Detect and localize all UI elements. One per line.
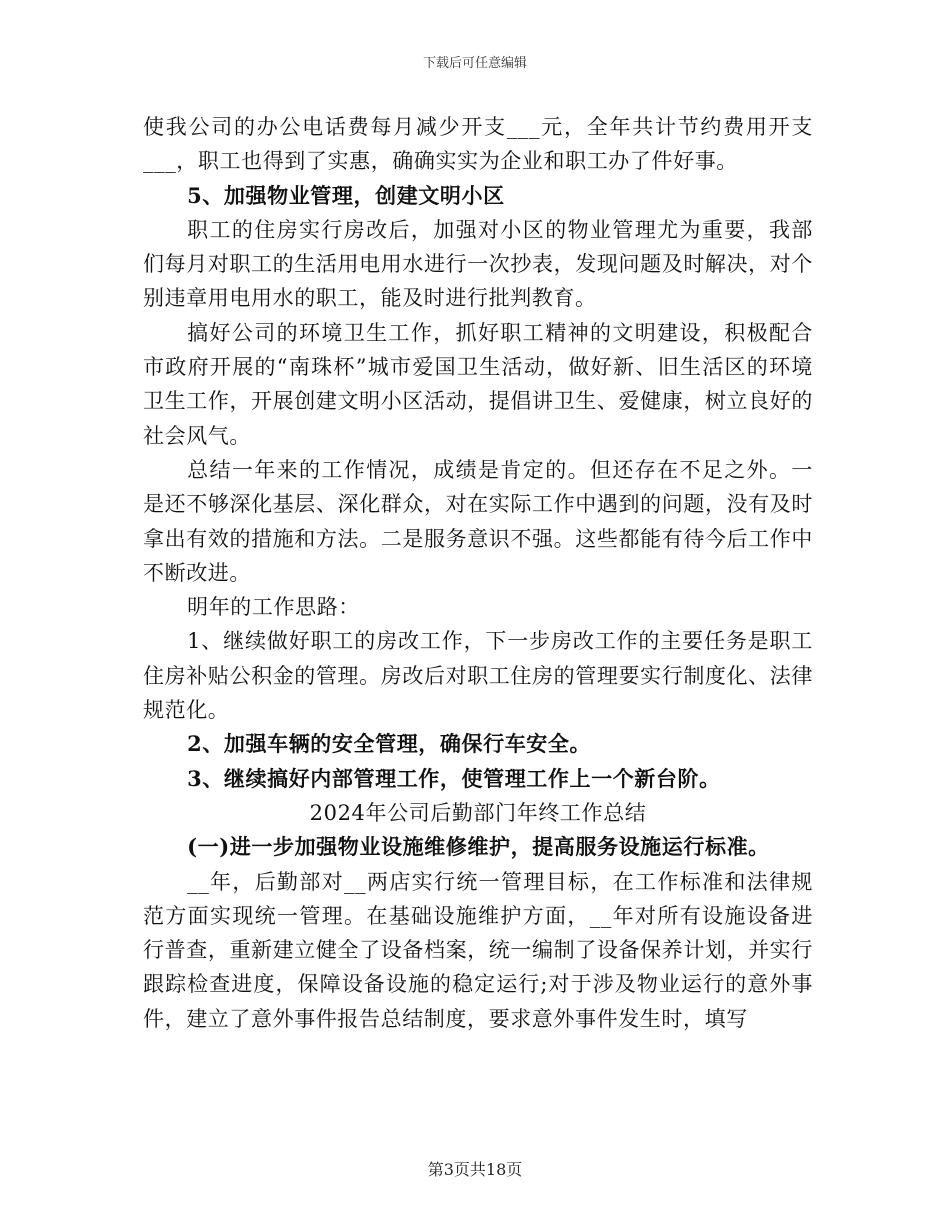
- paragraph-year-summary: 总结一年来的工作情况，成绩是肯定的。但还存在不足之外。一是还不够深化基层、深化群众，对在实际工作中遇到的问题，没有及时拿出有效的措施和方法。二是服务意识不强。这些都能有待今后工作中不断改进。: [143, 457, 813, 585]
- paragraph-next-year-plan: 明年的工作思路：: [187, 595, 360, 620]
- page-header: 下载后可任意编辑: [422, 56, 527, 71]
- paragraph-environment-hygiene: 搞好公司的环境卫生工作，抓好职工精神的文明建设，积极配合市政府开展的“南珠杯”城市爱国卫生活动，做好新、旧生活区的环境卫生工作，开展创建文明小区活动，提倡讲卫生、爱健康，树立良好的社会风气。: [143, 320, 813, 448]
- paragraph-plan-item-1: 1、继续做好职工的房改工作，下一步房改工作的主要任务是职工住房补贴公积金的管理。房改后对职工住房的管理要实行制度化、法律规范化。: [143, 629, 813, 723]
- heading-plan-item-3: 3、继续搞好内部管理工作，使管理工作上一个新台阶。: [187, 765, 721, 791]
- paragraph-facility-maintenance: __年，后勤部对__两店实行统一管理目标，在工作标准和法律规范方面实现统一管理。在基础设施维护方面，__年对所有设施设备进行普查，重新建立健全了设备档案，统一编制了设备保养计划，并实行跟踪检查进度，保障设备设施的稳定运行;对于涉及物业运行的意外事件，建立了意外事件报告总结制度，要求意外事件发生时，填写: [143, 869, 813, 1031]
- paragraph-phone-savings: 使我公司的办公电话费每月减少开支___元，全年共计节约费用开支___，职工也得到了实惠，确确实实为企业和职工办了件好事。: [143, 115, 813, 174]
- page-footer: 第3页共18页: [427, 1160, 523, 1179]
- document-body: [143, 110, 813, 1036]
- heading-plan-item-2: 2、加强车辆的安全管理，确保行车安全。: [187, 731, 592, 757]
- document-section-title: 2024年公司后勤部门年终工作总结: [309, 800, 647, 825]
- paragraph-housing-reform: 职工的住房实行房改后，加强对小区的物业管理尤为重要，我部们每月对职工的生活用电用水进行一次抄表，发现问题及时解决，对个别违章用电用水的职工，能及时进行批判教育。: [143, 217, 813, 311]
- heading-property-management: 5、加强物业管理，创建文明小区: [187, 182, 505, 208]
- heading-section-one: (一)进一步加强物业设施维修维护，提高服务设施运行标准。: [187, 834, 770, 860]
